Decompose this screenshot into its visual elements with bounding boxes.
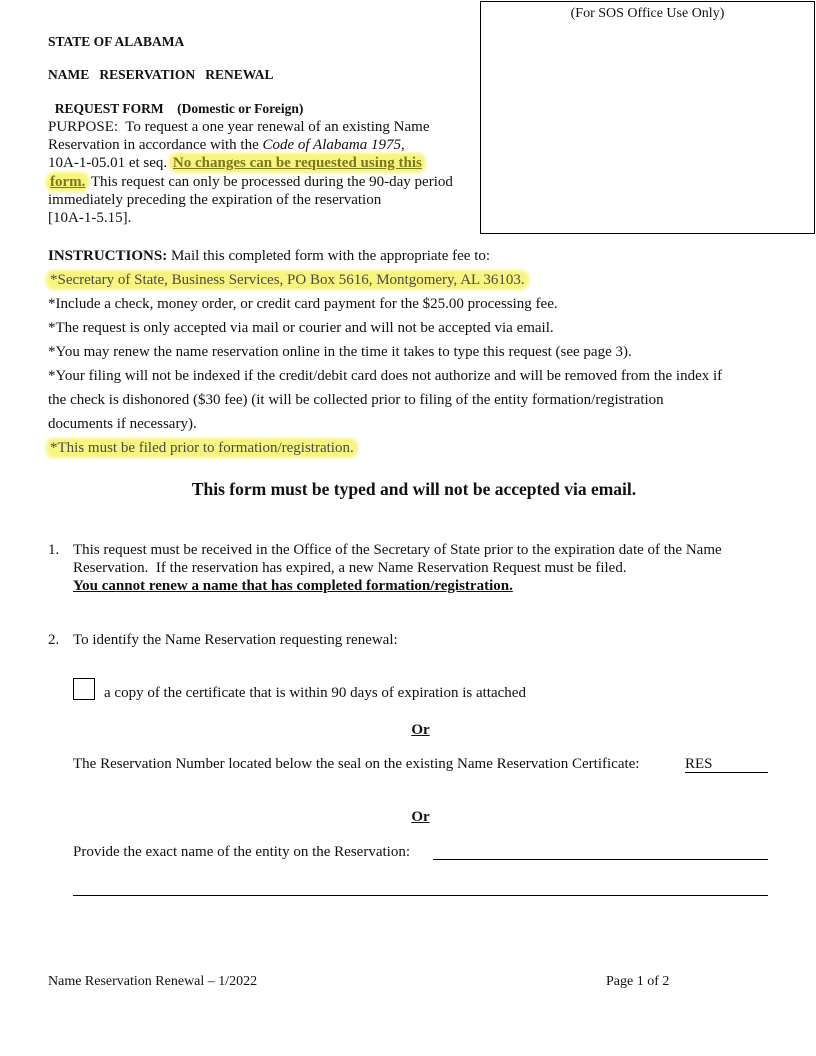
purpose-line2-comma: ,	[400, 137, 405, 153]
certificate-attached-checkbox[interactable]	[73, 678, 95, 700]
purpose-line2	[48, 136, 405, 154]
form-title-line2	[48, 83, 303, 117]
purpose-line3	[48, 154, 424, 172]
item1-line1: This request must be received in the Office of the Secretary of State prior to the expiration date of the Name	[73, 542, 722, 558]
item1-number: 1.	[48, 542, 60, 558]
item1-line2: Reservation. If the reservation has expired, a new Name Reservation Request must be filed.	[73, 560, 627, 576]
purpose-line3-text: 10A-1-05.01 et seq.	[48, 155, 171, 171]
instructions-intro-text: Mail this completed form with the appropriate fee to:	[167, 248, 491, 264]
typed-notice: This form must be typed and will not be accepted via email.	[191, 479, 637, 499]
entity-name-field[interactable]	[433, 842, 768, 860]
entity-name-label: Provide the exact name of the entity on the Reservation:	[73, 844, 410, 860]
checkbox-label: a copy of the certificate that is within 90 days of expiration is attached	[104, 685, 526, 701]
purpose-line2-text: Reservation in accordance with the	[48, 137, 263, 153]
entity-name-field-continued[interactable]	[73, 878, 768, 896]
or-separator-2: Or	[411, 809, 430, 825]
footer-page-number: Page 1 of 2	[606, 974, 670, 989]
instruction-mail-only: *The request is only accepted via mail or courier and will not be accepted via email.	[48, 320, 554, 336]
form-title-request: REQUEST FORM	[54, 101, 164, 116]
footer-form-name: Name Reservation Renewal – 1/2022	[48, 974, 258, 989]
instruction-online: *You may renew the name reservation online in the time it takes to type this request (see page 3).	[48, 344, 632, 360]
instructions-intro	[48, 247, 490, 265]
instruction-prior-filing	[48, 439, 356, 457]
mailing-address-highlight: *Secretary of State, Business Services, PO Box 5616, Montgomery, AL 36103.	[50, 272, 525, 288]
instruction-indexing-line1: *Your filing will not be indexed if the credit/debit card does not authorize and will be removed from the index if	[48, 368, 723, 384]
office-use-box	[480, 1, 815, 234]
form-title-type: (Domestic or Foreign)	[177, 101, 304, 116]
item1-warning: You cannot renew a name that has completed formation/registration.	[73, 578, 513, 594]
or-separator-1: Or	[411, 722, 430, 738]
purpose-line4	[48, 173, 453, 191]
reservation-number-label: The Reservation Number located below the seal on the existing Name Reservation Certificate:	[73, 756, 640, 772]
instruction-fee: *Include a check, money order, or credit card payment for the $25.00 processing fee.	[48, 296, 558, 312]
instruction-indexing-line3: documents if necessary).	[48, 416, 197, 432]
instructions-label: INSTRUCTIONS:	[48, 248, 168, 264]
code-reference: Code of Alabama 1975	[262, 137, 401, 153]
form-title-line1: NAME RESERVATION RENEWAL	[48, 67, 274, 82]
item2-number: 2.	[48, 632, 60, 648]
no-changes-highlight: No changes can be requested using this	[172, 155, 422, 171]
no-changes-highlight-end: form.	[50, 174, 86, 190]
instruction-indexing-line2: the check is dishonored ($30 fee) (it will be collected prior to filing of the entity formation/registration	[48, 392, 664, 408]
office-use-label: (For SOS Office Use Only)	[570, 6, 725, 21]
purpose-line6: [10A-1-5.15].	[48, 210, 132, 226]
item2-label: To identify the Name Reservation requesting renewal:	[73, 632, 398, 648]
reservation-number-field[interactable]	[685, 755, 768, 773]
prior-filing-highlight: *This must be filed prior to formation/registration.	[50, 440, 354, 456]
purpose-line4-text: This request can only be processed during the 90-day period	[87, 174, 453, 190]
res-prefix: RES	[685, 756, 713, 772]
purpose-line5: immediately preceding the expiration of the reservation	[48, 192, 382, 208]
mailing-address	[48, 271, 527, 289]
state-heading: STATE OF ALABAMA	[48, 34, 185, 49]
purpose-line1: PURPOSE: To request a one year renewal of an existing Name	[48, 119, 430, 135]
